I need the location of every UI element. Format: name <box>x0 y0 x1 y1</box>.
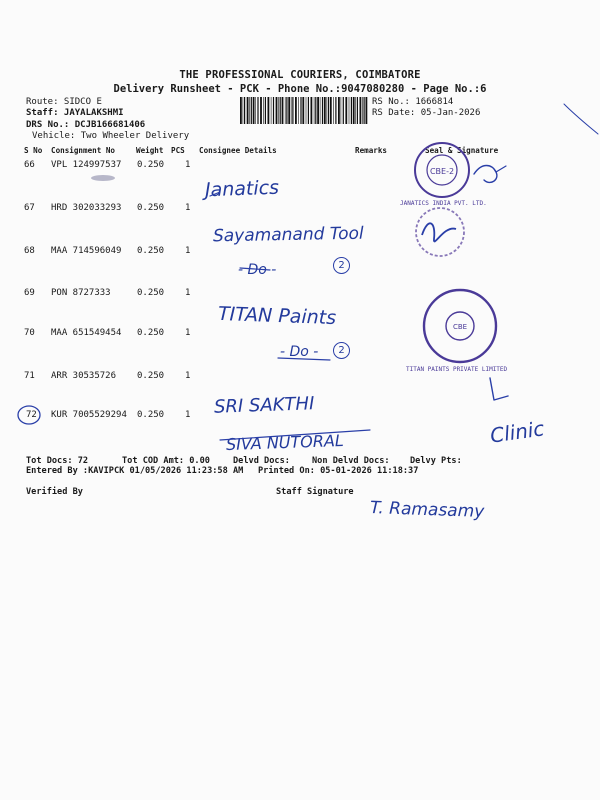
handwritten-consignee: SRI SAKTHI <box>213 393 315 418</box>
printed-on: Printed On: 05-01-2026 11:18:37 <box>258 466 419 476</box>
staff-label: Staff: JAYALAKSHMI <box>26 108 124 118</box>
row-pcs: 1 <box>185 371 191 381</box>
row-consignment: KUR 7005529294 <box>51 410 127 420</box>
col-consignment: Consignment No <box>51 146 116 155</box>
janatics-seal-text: JANATICS INDIA PVT. LTD. <box>400 200 487 207</box>
margin-tick <box>480 370 520 410</box>
verified-by-label: Verified By <box>26 487 83 497</box>
row-consignment: MAA 651549454 <box>51 328 122 338</box>
handwritten-ditto: - Do - <box>280 344 319 360</box>
vehicle-label: Vehicle: Two Wheeler Delivery <box>32 131 190 141</box>
col-sno: S No <box>24 146 43 155</box>
row-weight: 0.250 <box>137 410 165 420</box>
row-pcs: 1 <box>185 288 191 298</box>
row-consignment: PON 8727333 <box>51 288 111 298</box>
row-sno: 72 <box>26 410 37 420</box>
drs-number: DRS No.: DCJB166681406 <box>26 120 146 130</box>
delivered-docs: Delvd Docs: <box>233 456 290 466</box>
row-sno: 68 <box>24 246 35 256</box>
sno-circle-mark <box>16 404 42 426</box>
row-weight: 0.250 <box>137 288 165 298</box>
circled-number: 2 <box>333 257 350 274</box>
row-sno: 67 <box>24 203 35 213</box>
handwritten-consignee: SIVA NUTORAL <box>225 430 345 455</box>
row-pcs: 1 <box>185 410 191 420</box>
handwritten-consignee: TITAN Paints <box>217 302 337 330</box>
total-docs: Tot Docs: 72 <box>26 456 89 466</box>
total-cod: Tot COD Amt: 0.00 <box>122 456 210 466</box>
row-sno: 69 <box>24 288 35 298</box>
runsheet-subtitle: Delivery Runsheet - PCK - Phone No.:9047080280 - Page No.:6 <box>113 83 487 95</box>
staff-signature-label: Staff Signature <box>276 487 354 497</box>
svg-text:CBE-2: CBE-2 <box>429 167 455 176</box>
delivery-points: Delvy Pts: <box>410 456 462 466</box>
row-weight: 0.250 <box>137 371 165 381</box>
route-label: Route: SIDCO E <box>26 97 102 107</box>
row-weight: 0.250 <box>137 328 165 338</box>
svg-text:CBE: CBE <box>452 323 468 331</box>
janatics-seal <box>407 140 477 200</box>
row-weight: 0.250 <box>137 246 165 256</box>
handwritten-consignee: Janatics <box>204 176 280 202</box>
rs-date: RS Date: 05-Jan-2026 <box>372 108 481 118</box>
company-title: THE PROFESSIONAL COURIERS, COIMBATORE <box>179 69 421 81</box>
titan-paints-seal <box>420 286 500 366</box>
seal-signature <box>470 160 510 190</box>
margin-mark <box>560 100 600 140</box>
row-pcs: 1 <box>185 246 191 256</box>
row-consignment: MAA 714596049 <box>51 246 122 256</box>
entered-by: Entered By :KAVIPCK 01/05/2026 11:23:58 AM <box>26 466 244 476</box>
barcode <box>240 97 368 124</box>
row-pcs: 1 <box>185 203 191 213</box>
ink-smudge <box>88 172 118 184</box>
titan-seal-text: TITAN PAINTS PRIVATE LIMITED <box>406 366 508 373</box>
row-weight: 0.250 <box>137 203 165 213</box>
row-pcs: 1 <box>185 328 191 338</box>
col-weight: Weight <box>136 146 164 155</box>
row-sno: 70 <box>24 328 35 338</box>
row-consignment: VPL 124997537 <box>51 160 122 170</box>
row-weight: 0.250 <box>137 160 165 170</box>
handwritten-remark: Clinic <box>488 416 546 448</box>
row-sno: 66 <box>24 160 35 170</box>
handwritten-ditto: - Do - <box>238 262 277 278</box>
rs-number: RS No.: 1666814 <box>372 97 454 107</box>
col-remarks: Remarks <box>355 146 388 155</box>
row-sno: 71 <box>24 371 35 381</box>
handwriting-strokes <box>200 190 390 450</box>
handwritten-consignee: Sayamanand Tool <box>212 223 364 247</box>
row-pcs: 1 <box>185 160 191 170</box>
col-seal: Seal & Signature <box>425 146 499 155</box>
col-pcs: PCS <box>171 146 185 155</box>
row-consignment: ARR 30535726 <box>51 371 117 381</box>
row-consignment: HRD 302033293 <box>51 203 122 213</box>
circled-number: 2 <box>333 342 350 359</box>
staff-signature-ink: T. Ramasamy <box>369 498 485 522</box>
col-consignee: Consignee Details <box>199 146 277 155</box>
consignee-stamp <box>410 205 470 260</box>
non-delivered-docs: Non Delvd Docs: <box>312 456 390 466</box>
